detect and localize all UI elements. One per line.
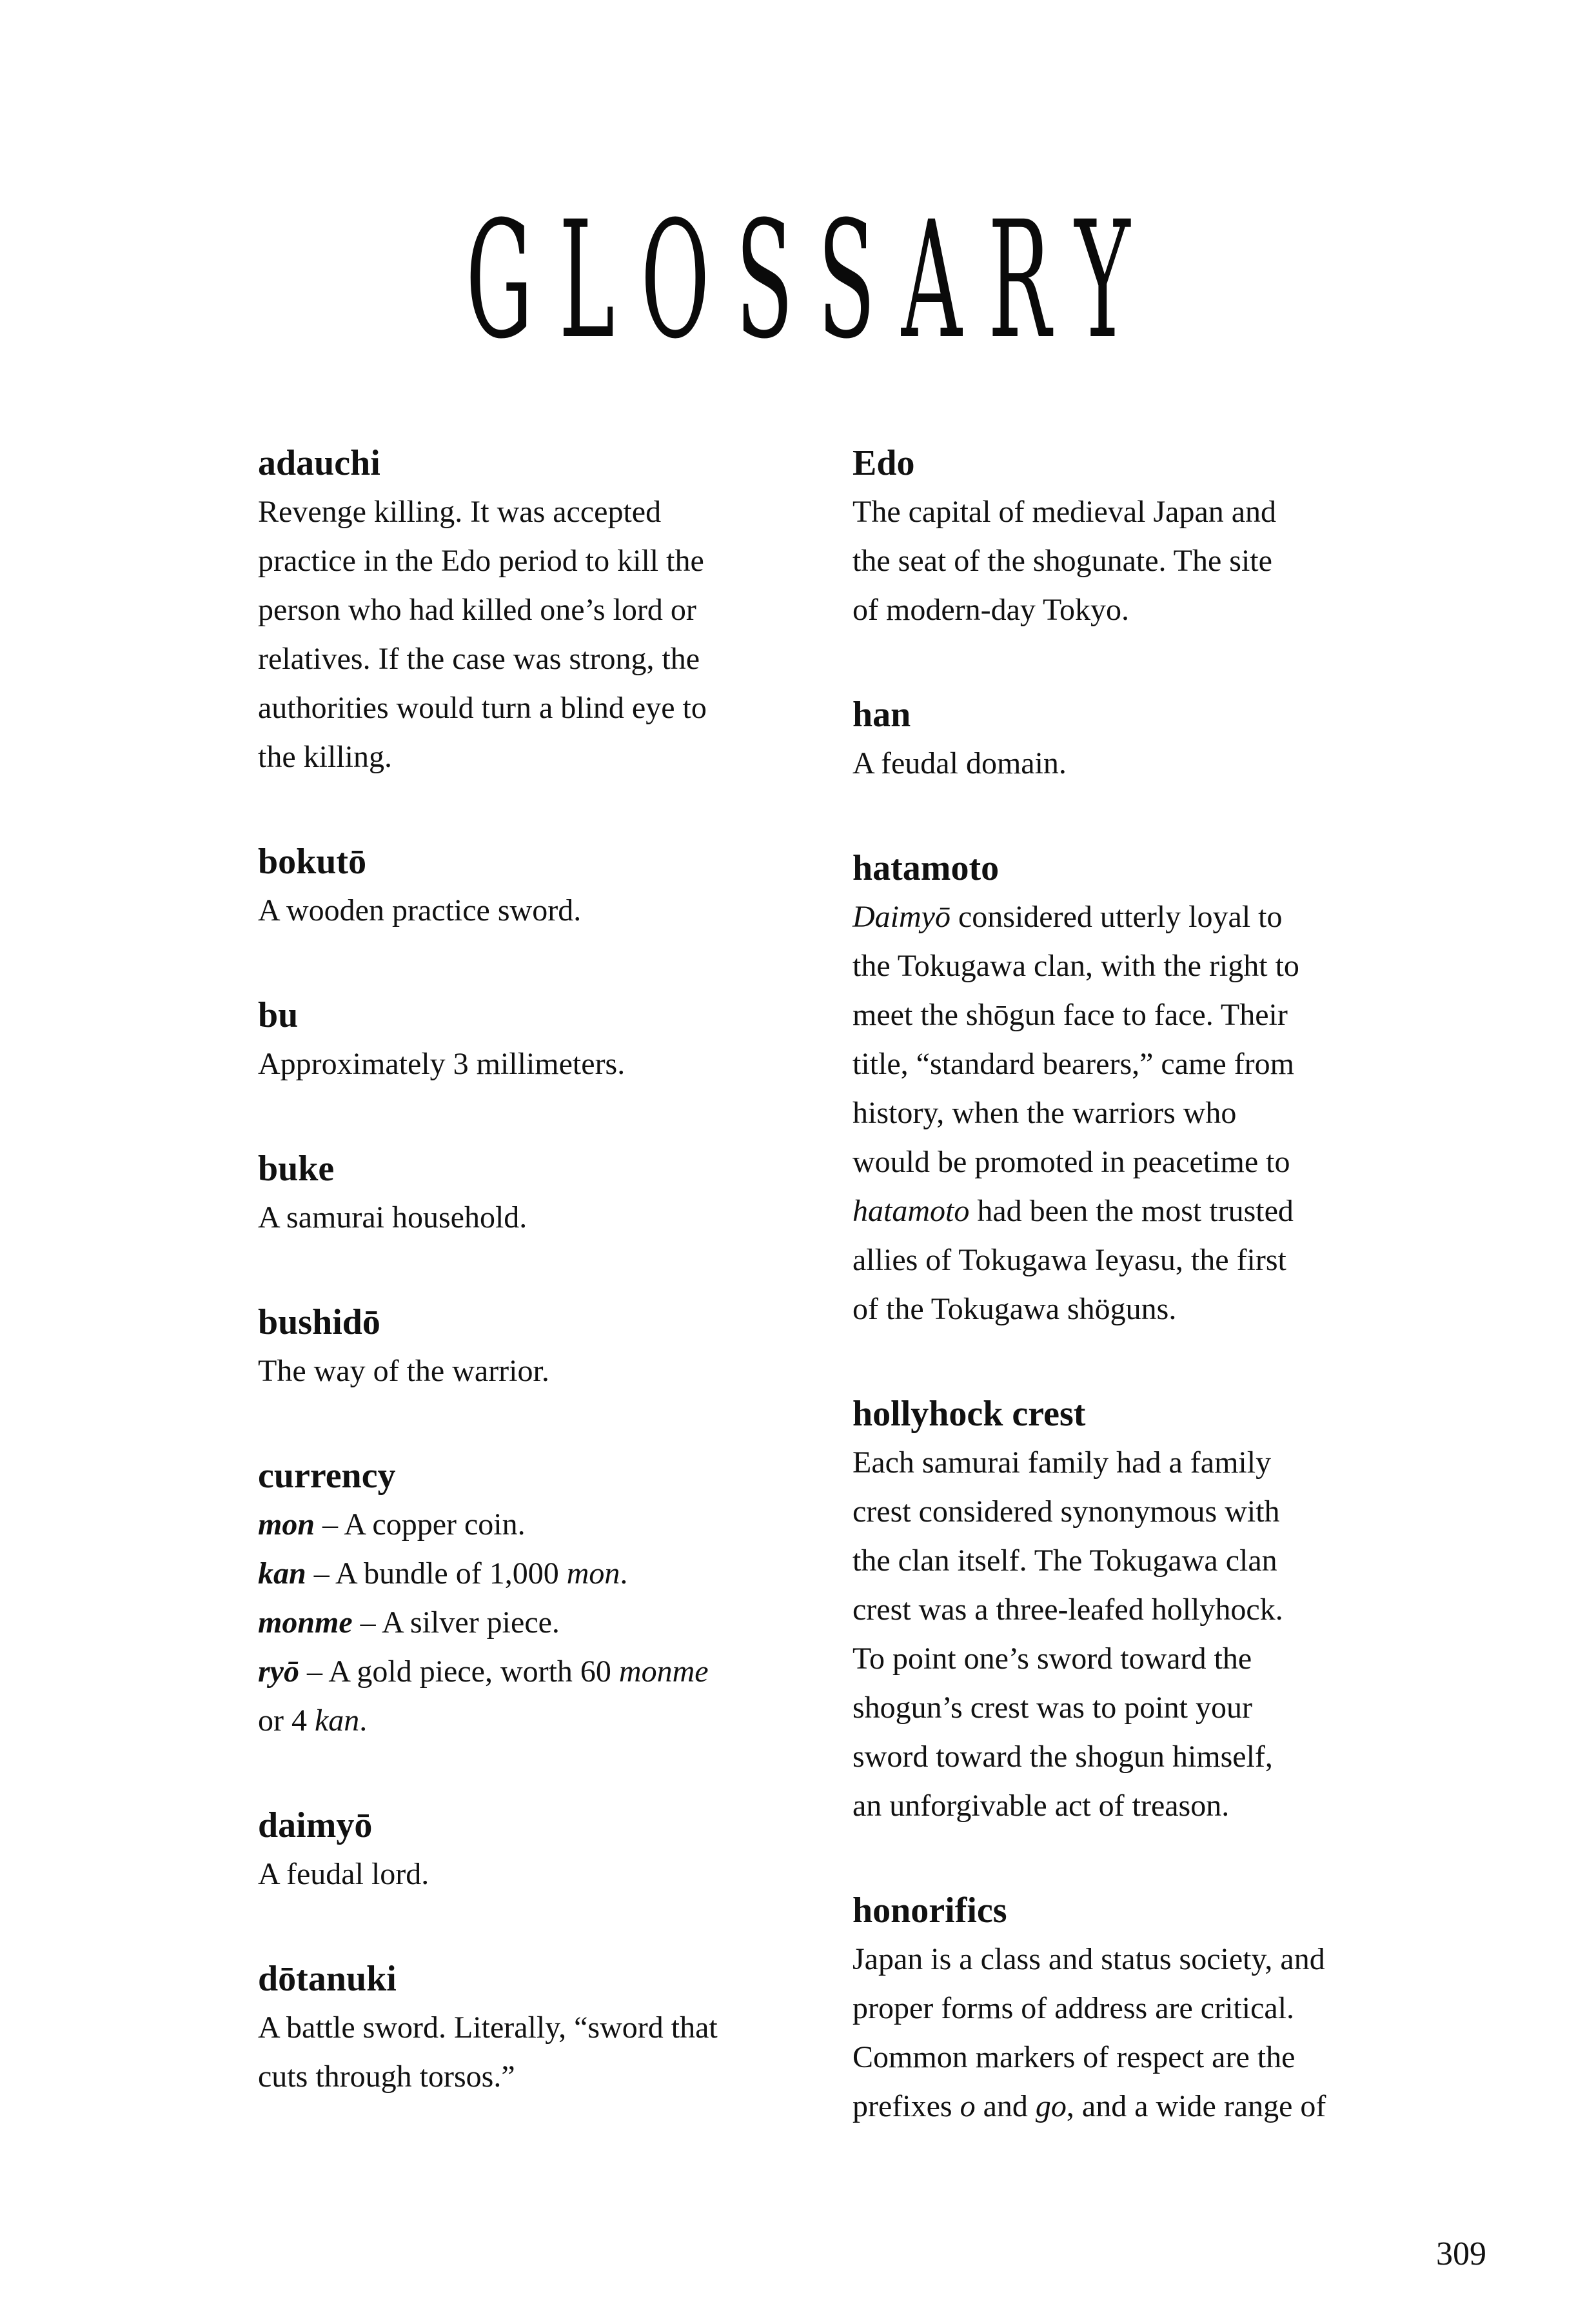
entry-term: bu bbox=[258, 995, 299, 1035]
definition-line: Revenge killing. It was accepted bbox=[258, 495, 662, 529]
definition-text: and bbox=[975, 2089, 1036, 2123]
entry-definition: A feudal domain. bbox=[852, 746, 1067, 780]
definition-line: The capital of medieval Japan and bbox=[852, 495, 1277, 529]
glossary-entry-hatamoto bbox=[852, 844, 1362, 1334]
entry-definition bbox=[258, 488, 767, 782]
entry-term: hollyhock crest bbox=[852, 1394, 1086, 1434]
glossary-entry-buke bbox=[258, 1144, 767, 1242]
glossary-column-left bbox=[258, 439, 767, 2101]
definition-line: of the Tokugawa shöguns. bbox=[852, 1292, 1177, 1326]
entry-definition: Approximately 3 millimeters. bbox=[258, 1047, 626, 1081]
entry-definition bbox=[852, 1935, 1362, 2131]
currency-text: . bbox=[620, 1556, 628, 1591]
glossary-entry-han bbox=[852, 690, 1362, 788]
definition-line: the clan itself. The Tokugawa clan bbox=[852, 1543, 1277, 1578]
definition-line: of modern-day Tokyo. bbox=[852, 593, 1129, 627]
currency-text: . bbox=[359, 1703, 368, 1738]
glossary-entry-bushido bbox=[258, 1298, 767, 1396]
currency-item-monme bbox=[258, 1598, 767, 1647]
glossary-entry-dotanuki bbox=[258, 1954, 767, 2101]
entry-term: han bbox=[852, 695, 911, 735]
definition-line: cuts through torsos.” bbox=[258, 2059, 515, 2094]
entry-definition: A samurai household. bbox=[258, 1200, 527, 1235]
definition-text: had been the most trusted bbox=[969, 1194, 1294, 1228]
currency-em: mon bbox=[566, 1556, 620, 1591]
definition-line: Each samurai family had a family bbox=[852, 1445, 1272, 1480]
currency-em: kan bbox=[314, 1703, 360, 1738]
currency-text: – A copper coin. bbox=[315, 1507, 526, 1542]
entry-term: buke bbox=[258, 1149, 335, 1189]
entry-definition: The way of the warrior. bbox=[258, 1354, 549, 1388]
currency-em: monme bbox=[618, 1654, 709, 1689]
definition-line: would be promoted in peacetime to bbox=[852, 1145, 1290, 1179]
definition-em: go bbox=[1035, 2089, 1067, 2123]
entry-term: dōtanuki bbox=[258, 1959, 397, 1999]
definition-line: Japan is a class and status society, and bbox=[852, 1942, 1325, 1976]
entry-term: adauchi bbox=[258, 443, 380, 483]
currency-item-mon bbox=[258, 1500, 767, 1549]
entry-definition bbox=[852, 1438, 1362, 1831]
page-number: 309 bbox=[1436, 2236, 1486, 2272]
glossary-entry-currency bbox=[258, 1451, 767, 1745]
definition-line: relatives. If the case was strong, the bbox=[258, 642, 700, 676]
definition-line: To point one’s sword toward the bbox=[852, 1642, 1252, 1676]
currency-text: – A silver piece. bbox=[352, 1605, 560, 1640]
entry-definition bbox=[258, 2003, 767, 2101]
definition-line: history, when the warriors who bbox=[852, 1096, 1237, 1130]
entry-term: Edo bbox=[852, 443, 915, 483]
currency-item-kan bbox=[258, 1549, 767, 1598]
entry-term: daimyō bbox=[258, 1805, 373, 1845]
definition-line: an unforgivable act of treason. bbox=[852, 1789, 1230, 1823]
glossary-entry-bokuto bbox=[258, 837, 767, 935]
definition-line: the Tokugawa clan, with the right to bbox=[852, 949, 1299, 983]
entry-term: currency bbox=[258, 1456, 396, 1496]
currency-text: or 4 bbox=[258, 1703, 315, 1738]
definition-line: A battle sword. Literally, “sword that bbox=[258, 2010, 718, 2045]
currency-term: kan bbox=[258, 1556, 306, 1591]
definition-line: authorities would turn a blind eye to bbox=[258, 691, 707, 725]
definition-line: sword toward the shogun himself, bbox=[852, 1740, 1273, 1774]
definition-line: shogun’s crest was to point your bbox=[852, 1691, 1252, 1725]
currency-term: monme bbox=[258, 1605, 353, 1640]
entry-definition bbox=[852, 893, 1362, 1334]
glossary-column-right bbox=[852, 439, 1362, 2131]
entry-term: bushidō bbox=[258, 1302, 380, 1342]
definition-text: prefixes bbox=[852, 2089, 960, 2123]
definition-line: crest was a three-leafed hollyhock. bbox=[852, 1593, 1283, 1627]
glossary-entry-bu bbox=[258, 991, 767, 1089]
entry-definition bbox=[852, 488, 1362, 635]
glossary-entry-edo bbox=[852, 439, 1362, 635]
definition-line: practice in the Edo period to kill the bbox=[258, 544, 704, 578]
currency-text: – A gold piece, worth 60 bbox=[299, 1654, 619, 1689]
definition-line bbox=[852, 1187, 1362, 1236]
definition-line: the seat of the shogunate. The site bbox=[852, 544, 1272, 578]
definition-line: allies of Tokugawa Ieyasu, the first bbox=[852, 1243, 1286, 1277]
entry-term: hatamoto bbox=[852, 848, 1000, 888]
entry-term: honorifics bbox=[852, 1890, 1007, 1930]
definition-em: o bbox=[960, 2089, 976, 2123]
entry-definition bbox=[258, 1500, 767, 1745]
currency-item-ryo bbox=[258, 1647, 767, 1696]
definition-line: crest considered synonymous with bbox=[852, 1494, 1280, 1529]
glossary-entry-adauchi bbox=[258, 439, 767, 782]
definition-em: Daimyō bbox=[852, 900, 951, 934]
page-title: GLOSSARY bbox=[466, 186, 1157, 374]
definition-line bbox=[852, 2082, 1362, 2131]
entry-term: bokutō bbox=[258, 842, 367, 882]
currency-item-ryo-cont bbox=[258, 1696, 767, 1745]
definition-line: title, “standard bearers,” came from bbox=[852, 1047, 1294, 1081]
glossary-entry-daimyo bbox=[258, 1801, 767, 1899]
definition-line bbox=[852, 893, 1362, 942]
definition-line: meet the shōgun face to face. Their bbox=[852, 998, 1288, 1032]
glossary-entry-honorifics bbox=[852, 1886, 1362, 2131]
currency-term: mon bbox=[258, 1507, 315, 1542]
definition-line: proper forms of address are critical. bbox=[852, 1991, 1295, 2025]
definition-em: hatamoto bbox=[852, 1194, 970, 1228]
definition-line: Common markers of respect are the bbox=[852, 2040, 1296, 2074]
glossary-entry-hollyhock-crest bbox=[852, 1389, 1362, 1831]
definition-text: , and a wide range of bbox=[1066, 2089, 1326, 2123]
currency-text: – A bundle of 1,000 bbox=[306, 1556, 567, 1591]
definition-text: considered utterly loyal to bbox=[950, 900, 1283, 934]
currency-term: ryō bbox=[258, 1654, 299, 1689]
definition-line: person who had killed one’s lord or bbox=[258, 593, 696, 627]
entry-definition: A feudal lord. bbox=[258, 1857, 429, 1891]
entry-definition: A wooden practice sword. bbox=[258, 893, 582, 928]
definition-line: the killing. bbox=[258, 740, 392, 774]
